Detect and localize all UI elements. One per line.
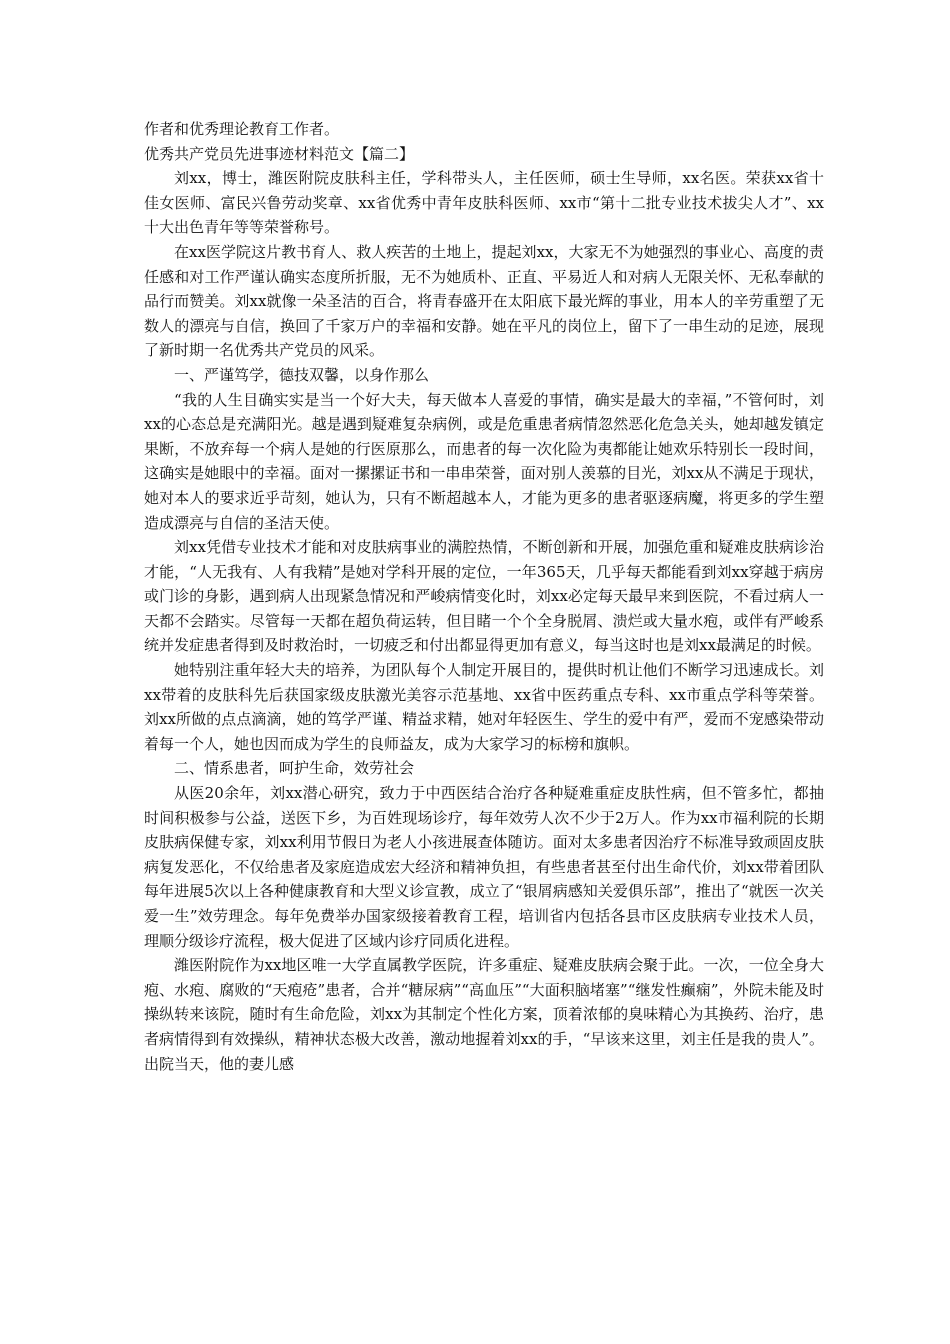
paragraph-overview: 在xx医学院这片教书育人、救人疾苦的土地上，提起刘xx，大家无不为她强烈的事业心、高度的责任感和对工作严谨认确实态度所折服，无不为她质朴、正直、平易近人和对病人无限关怀、无私奉献的品行而赞美。刘xx就像一朵圣洁的百合，将青春盛开在太阳底下最光辉的事业，用本人的辛劳重塑了无数人的漂亮与自信，换回了千家万户的幸福和安静。她在平凡的岗位上，留下了一串生动的足迹，展现了新时期一名优秀共产党员的风采。 <box>144 242 824 360</box>
section1-paragraph: “我的人生目确实实是当一个好大夫，每天做本人喜爱的事情，确实是最大的幸福，”不管何时，刘xx的心态总是充满阳光。越是遇到疑难复杂病例，或是危重患者病情忽然恶化危急关头，她却越发镇定果断，不放弃每一个病人是她的行医原那么，而患者的每一次化险为夷都能让她欢乐特别长一段时间，这确实是她眼中的幸福。面对一摞摞证书和一串串荣誉，面对别人羡慕的目光，刘xx从不满足于现状，她对本人的要求近乎苛刻，她认为，只有不断超越本人，才能为更多的患者驱逐病魔，将更多的学生塑造成漂亮与自信的圣洁天使。 <box>144 390 824 532</box>
section-heading-1: 一、严谨笃学，德技双馨，以身作那么 <box>174 365 430 384</box>
document-page <box>144 117 824 1076</box>
intro-line: 作者和优秀理论教育工作者。 <box>144 120 340 138</box>
section2-paragraph: 潍医附院作为xx地区唯一大学直属教学医院，许多重症、疑难皮肤病会聚于此。一次，一位全身大疱、水疱、腐败的“天疱疮”患者，合并“糖尿病”“高血压”“大面积脑堵塞”“继发性癫痫”，外院未能及时操纵转来该院，随时有生命危险，刘xx为其制定个性化方案，顶着浓郁的臭味精心为其换药、治疗，患者病情得到有效操纵，精神状态极大改善，激动地握着刘xx的手，“早该来这里，刘主任是我的贵人”。出院当天，他的妻儿感 <box>144 956 824 1073</box>
section1-paragraph: 她特别注重年轻大夫的培养，为团队每个人制定开展目的，提供时机让他们不断学习迅速成长。刘xx带着的皮肤科先后获国家级皮肤激光美容示范基地、xx省中医药重点专科、xx市重点学科等荣誉。刘xx所做的点点滴滴，她的笃学严谨、精益求精，她对年轻医生、学生的爱中有严，爱而不宠感染带动着每一个人，她也因而成为学生的良师益友，成为大家学习的标榜和旗帜。 <box>144 661 824 753</box>
paragraph-profile: 刘xx，博士，潍医附院皮肤科主任，学科带头人，主任医师，硕士生导师，xx名医。荣获xx省十佳女医师、富民兴鲁劳动奖章、xx省优秀中青年皮肤科医师、xx市“第十二批专业技术拔尖人才”、xx十大出色青年等等荣誉称号。 <box>144 169 824 237</box>
section-heading-2: 二、情系患者，呵护生命，效劳社会 <box>174 759 415 778</box>
article-title: 优秀共产党员先进事迹材料范文【篇二】 <box>144 144 415 163</box>
section1-paragraph: 刘xx凭借专业技术才能和对皮肤病事业的满腔热情，不断创新和开展，加强危重和疑难皮肤病诊治才能，“人无我有、人有我精”是她对学科开展的定位，一年365天，几乎每天都能看到刘xx穿越于病房或门诊的身影，遇到病人出现紧急情况和严峻病情变化时，刘xx必定每天最早来到医院，不看过病人一天都不会踏实。尽管每一天都在超负荷运转，但目睹一个个全身脱屑、溃烂或大量水疱，或伴有严峻系统并发症患者得到及时救治时，一切疲乏和付出都显得更加有意义，每当这时也是刘xx最满足的时候。 <box>144 538 824 655</box>
section2-paragraph: 从医20余年，刘xx潜心研究，致力于中西医结合治疗各种疑难重症皮肤性病，但不管多忙，都抽时间积极参与公益，送医下乡，为百姓现场诊疗，每年效劳人次不少于2万人。作为xx市福利院的长期皮肤病保健专家，刘xx利用节假日为老人小孩进展查体随访。面对太多患者因治疗不标准导致顽固皮肤病复发恶化，不仅给患者及家庭造成宏大经济和精神负担，有些患者甚至付出生命代价，刘xx带着团队每年进展5次以上各种健康教育和大型义诊宣教，成立了“银屑病感知关爱俱乐部”，推出了“就医一次关爱一生”效劳理念。每年免费举办国家级接着教育工程，培训省内包括各县市区皮肤病专业技术人员，理顺分级诊疗流程，极大促进了区域内诊疗同质化进程。 <box>144 784 824 950</box>
